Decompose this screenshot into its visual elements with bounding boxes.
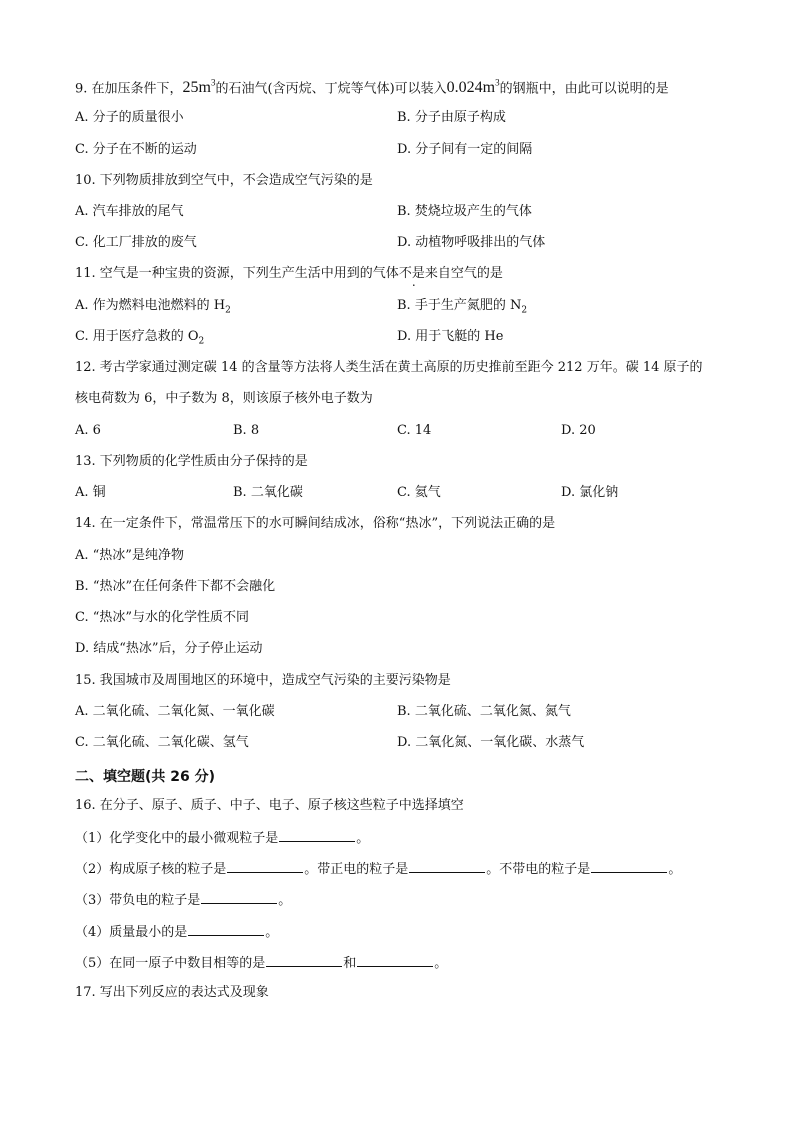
- q12-option-b: B. 8: [233, 423, 260, 438]
- q9-option-c: C. 分子在不断的运动: [75, 142, 197, 157]
- q16-item-5: （5）在同一原子中数目相等的是 和 。: [75, 956, 448, 971]
- q12-option-d: D. 20: [561, 423, 596, 438]
- q12-option-c: C. 14: [397, 423, 432, 438]
- q13-stem: 13. 下列物质的化学性质由分子保持的是: [75, 454, 308, 469]
- q11-stem: [75, 266, 503, 282]
- q9-option-d: D. 分子间有一定的间隔: [397, 142, 533, 157]
- q12-option-a: A. 6: [75, 423, 101, 438]
- q15-option-c: C. 二氧化硫、二氧化碳、氢气: [75, 735, 249, 750]
- q13-option-d: D. 氯化钠: [561, 485, 619, 500]
- q15-option-d: D. 二氧化氮、一氧化碳、水蒸气: [397, 735, 585, 750]
- q14-option-b: B. “热冰”在任何条件下都不会融化: [75, 579, 276, 594]
- q14-option-a: A. “热冰”是纯净物: [75, 548, 184, 563]
- answer-blank[interactable]: [201, 891, 277, 904]
- q9-volume-1: $25m^3$: [182, 78, 216, 97]
- answer-blank[interactable]: [591, 860, 667, 873]
- answer-blank[interactable]: [357, 954, 433, 967]
- q9-stem: [75, 75, 669, 97]
- answer-blank[interactable]: [279, 829, 355, 842]
- q16-item-1: （1）化学变化中的最小微观粒子是 。: [75, 831, 370, 846]
- q11-emphasis: 不是: [398, 266, 425, 281]
- q10-option-b: B. 焚烧垃圾产生的气体: [397, 204, 532, 219]
- q15-stem: 15. 我国城市及周围地区的环境中，造成空气污染的主要污染物是: [75, 673, 451, 688]
- q17-stem: 17. 写出下列反应的表达式及现象: [75, 985, 269, 1000]
- q10-option-a: A. 汽车排放的尾气: [75, 204, 184, 219]
- q11-option-a: A. 作为燃料电池燃料的 $H_2$: [75, 298, 231, 316]
- q9-option-a: A. 分子的质量很小: [75, 110, 184, 125]
- q11-option-d: D. 用于飞艇的 He: [397, 329, 504, 344]
- q12-stem-line2: 核电荷数为 6，中子数为 8，则该原子核外电子数为: [75, 391, 373, 406]
- q13-option-a: A. 铜: [75, 485, 106, 500]
- q11-stem-part2: 来自空气的是: [424, 266, 503, 281]
- q14-stem: 14. 在一定条件下，常温常压下的水可瞬间结成冰，俗称“热冰”，下列说法正确的是: [75, 516, 556, 531]
- q16-item-2: （2）构成原子核的粒子是 。带正电的粒子是 。不带电的粒子是 。: [75, 862, 682, 877]
- q9-stem-part1: 9. 在加压条件下，: [75, 81, 183, 97]
- q11-option-c: C. 用于医疗急救的 $O_2$: [75, 329, 205, 347]
- answer-blank[interactable]: [266, 954, 342, 967]
- q15-option-a: A. 二氧化硫、二氧化氮、一氧化碳: [75, 704, 275, 719]
- q13-option-b: B. 二氧化碳: [233, 485, 303, 500]
- q13-option-c: C. 氦气: [397, 485, 441, 500]
- q14-option-d: D. 结成“热冰”后，分子停止运动: [75, 641, 263, 656]
- q14-option-c: C. “热冰”与水的化学性质不同: [75, 610, 250, 625]
- q10-option-d: D. 动植物呼吸排出的气体: [397, 235, 546, 250]
- answer-blank[interactable]: [227, 860, 303, 873]
- answer-blank[interactable]: [188, 923, 264, 936]
- q9-stem-part2: 的石油气(含丙烷、丁烷等气体)可以装入: [215, 81, 447, 97]
- q10-stem: 10. 下列物质排放到空气中，不会造成空气污染的是: [75, 173, 373, 188]
- q10-option-c: C. 化工厂排放的废气: [75, 235, 197, 250]
- q16-item-3: （3）带负电的粒子是 。: [75, 893, 292, 908]
- q9-option-b: B. 分子由原子构成: [397, 110, 506, 125]
- q9-volume-2: $0.024m^3$: [446, 78, 500, 97]
- q15-option-b: B. 二氧化硫、二氧化氮、氮气: [397, 704, 571, 719]
- q9-stem-part3: 的钢瓶中，由此可以说明的是: [499, 81, 669, 97]
- answer-blank[interactable]: [409, 860, 485, 873]
- q12-stem-line1: 12. 考古学家通过测定碳 14 的含量等方法将人类生活在黄土高原的历史推前至距今 212 万年。碳 14 原子的: [75, 360, 703, 375]
- q16-item-4: （4）质量最小的是 。: [75, 925, 279, 940]
- q16-stem: 16. 在分子、原子、质子、中子、电子、原子核这些粒子中选择填空: [75, 798, 464, 813]
- section-heading: 二、填空题(共 26 分): [75, 769, 216, 785]
- q11-stem-part1: 11. 空气是一种宝贵的资源，下列生产生活中用到的气体: [75, 266, 399, 281]
- q11-option-b: B. 手于生产氮肥的 $N_2$: [397, 298, 528, 316]
